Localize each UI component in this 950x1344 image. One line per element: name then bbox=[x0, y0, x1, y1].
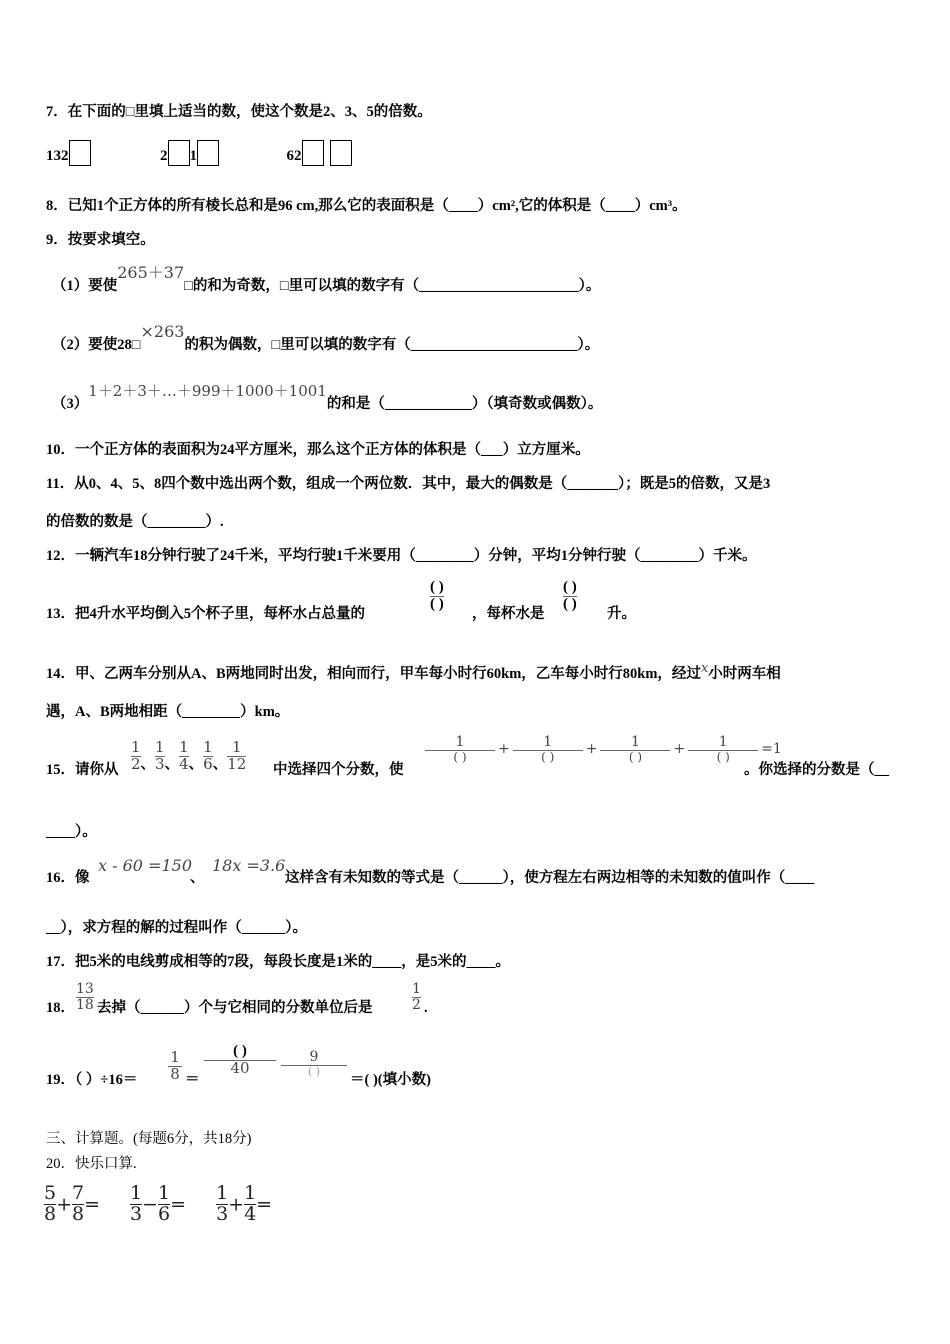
q15-separator: 、 bbox=[140, 756, 156, 773]
answer-box[interactable] bbox=[197, 140, 219, 166]
q15-fraction: $\frac{1}{12}$ bbox=[227, 738, 247, 773]
q12-text: 12．一辆汽车18分钟行驶了24千米，平均行驶1千米要用（________）分钟，平均1分钟行驶（________）千米。 bbox=[46, 548, 757, 564]
q9-p1-expr: 265＋37 bbox=[117, 263, 185, 282]
q20-title bbox=[46, 1154, 137, 1174]
q16-rest: 这样含有未知数的等式是（______），使方程左右两边相等的未知数的值叫作（____ bbox=[285, 870, 815, 886]
q18-fraction-13-18 bbox=[76, 982, 94, 1012]
q15-equals-one: =1 bbox=[761, 741, 782, 758]
q14-line1 bbox=[46, 661, 781, 685]
q18-pre: 18． bbox=[46, 1000, 75, 1016]
q13-mid: ，每杯水是 bbox=[472, 606, 545, 622]
answer-box[interactable] bbox=[168, 140, 190, 166]
q9-part3 bbox=[52, 382, 603, 414]
q15-equation bbox=[425, 735, 785, 763]
q15-line2: ____）。 bbox=[46, 824, 97, 840]
q15-blank-fraction: $\frac{1}{( )}$ bbox=[600, 735, 670, 763]
q14-line2: 遇，A、B两地相距（________）km。 bbox=[46, 704, 290, 720]
q9-p2-rest: 的积为偶数，□里可以填的数字有（_______________________）。 bbox=[184, 337, 600, 353]
q15-blank-fraction: $\frac{1}{( )}$ bbox=[513, 735, 583, 763]
q15-plus: + bbox=[498, 741, 510, 758]
q19-fraction-1-8 bbox=[168, 1050, 182, 1083]
q8-text: 8．已知1个正方体的所有棱长总和是96 cm,那么它的表面积是（____）cm²,它的体积是（____）cm³。 bbox=[46, 198, 687, 214]
q7-number-b-mid: 1 bbox=[189, 148, 197, 164]
q15-plus: + bbox=[673, 741, 686, 758]
q9-p2-expr: ×263 bbox=[140, 322, 185, 341]
q14-var-x: x bbox=[700, 661, 709, 676]
q19-f1-den: 8 bbox=[170, 1064, 180, 1083]
q19-post: ＝( )(填小数) bbox=[350, 1072, 431, 1088]
q9-part2 bbox=[52, 322, 600, 355]
q15-fraction-list bbox=[131, 740, 246, 773]
q19-f1-num: 1 bbox=[170, 1048, 180, 1066]
q9-part1 bbox=[52, 263, 601, 296]
q19-eq: ＝ bbox=[185, 1072, 200, 1088]
q18-f2-den: 2 bbox=[412, 996, 421, 1013]
q19-fraction-blank-40 bbox=[204, 1044, 276, 1077]
q9-p1-label: （1）要使 bbox=[52, 278, 118, 294]
q15-post: 。你选择的分数是（__ bbox=[744, 762, 889, 778]
q7-boxes bbox=[46, 140, 352, 166]
q18-f2-num: 1 bbox=[412, 981, 421, 997]
q7-number-b-pre: 2 bbox=[160, 148, 168, 164]
answer-box[interactable] bbox=[302, 140, 324, 166]
q13-post: 升。 bbox=[607, 606, 636, 622]
q9-p2-label: （2）要使28□ bbox=[52, 337, 141, 353]
q9-p3-rest: 的和是（____________）（填奇数或偶数）。 bbox=[326, 396, 603, 412]
q15-fraction: $\frac{1}{6}$ bbox=[203, 738, 213, 773]
q9-p1-rest: □的和为奇数，□里可以填的数字有（______________________）。 bbox=[184, 278, 601, 294]
q15-fraction: $\frac{1}{2}$ bbox=[131, 738, 141, 773]
q18-mid: 去掉（______）个与它相同的分数单位后是 bbox=[97, 1000, 373, 1016]
q13-f1-den: ( ) bbox=[430, 595, 444, 612]
answer-box[interactable] bbox=[69, 140, 91, 166]
q11-line2: 的倍数的数是（________）. bbox=[46, 514, 224, 530]
q15-blank-fraction: $\frac{1}{( )}$ bbox=[425, 735, 495, 763]
q9-title: 9．按要求填空。 bbox=[46, 232, 155, 248]
q16-pre: 16．像 bbox=[46, 870, 90, 886]
q17-text: 17．把5米的电线剪成相等的7段，每段长度是1米的____，是5米的____。 bbox=[46, 954, 510, 970]
q14-line1a: 14．甲、乙两车分别从A、B两地同时出发，相向而行，甲车每小时行60km，乙车每小时行80km，经过 bbox=[46, 666, 701, 682]
q16-expr2: 18x =3.6 bbox=[212, 856, 286, 875]
q9-p3-expr: 1＋2＋3＋…＋999＋1000＋1001 bbox=[88, 382, 327, 400]
q14-line1b: 小时两车相 bbox=[708, 666, 781, 682]
q20-items bbox=[44, 1184, 272, 1225]
q13-pre: 13．把4升水平均倒入5个杯子里，每杯水占总量的 bbox=[46, 606, 365, 622]
q19-f3-num: 9 bbox=[309, 1049, 319, 1065]
q11-line1: 11．从0、4、5、8四个数中选出两个数，组成一个两位数．其中，最大的偶数是（_______）；既是5的倍数，又是3 bbox=[46, 476, 771, 492]
q7-number-c: 62 bbox=[286, 148, 302, 164]
q15-blank-fraction: $\frac{1}{( )}$ bbox=[688, 735, 758, 763]
section3-title: 三、计算题。(每题6分，共18分) bbox=[46, 1131, 252, 1147]
q19-f3-den: ( ) bbox=[307, 1064, 321, 1078]
q20-item: $\frac{5}{8}$ + $\frac{7}{8}$ = bbox=[44, 1182, 101, 1225]
q20-title-text: 20．快乐口算. bbox=[46, 1156, 137, 1172]
q13-f2-den: ( ) bbox=[563, 595, 577, 612]
q16-line2: __），求方程的解的过程叫作（______）。 bbox=[46, 920, 307, 936]
answer-box[interactable] bbox=[330, 140, 352, 166]
q15-separator: 、 bbox=[212, 756, 228, 773]
q13-fraction-1 bbox=[430, 580, 444, 613]
q15-separator: 、 bbox=[164, 756, 180, 773]
q15-separator: 、 bbox=[188, 756, 204, 773]
q10-text: 10．一个正方体的表面积为24平方厘米，那么这个正方体的体积是（___）立方厘米。 bbox=[46, 442, 590, 458]
q16-expr1: x - 60 =150 bbox=[98, 856, 192, 875]
q13-f2-num: ( ) bbox=[563, 579, 577, 595]
q18-fraction-1-2 bbox=[412, 982, 421, 1012]
q19-pre: 19．（ ）÷16＝ bbox=[46, 1072, 138, 1088]
q13-line bbox=[46, 604, 365, 624]
q13-fraction-2 bbox=[563, 580, 577, 613]
q18-f1-num: 13 bbox=[76, 981, 94, 997]
q19-f2-num: ( ) bbox=[233, 1043, 247, 1059]
q20-item: $\frac{1}{3}$ − $\frac{1}{6}$ = bbox=[130, 1182, 187, 1225]
q15-fraction: $\frac{1}{4}$ bbox=[179, 738, 189, 773]
q7-text: 7．在下面的□里填上适当的数，使这个数是2、3、5的倍数。 bbox=[46, 104, 432, 120]
q9-p3-label: （3） bbox=[52, 396, 89, 412]
q18-f1-den: 18 bbox=[76, 996, 94, 1013]
q19-f2-den: 40 bbox=[230, 1058, 250, 1077]
q15-mid: 中选择四个分数，使 bbox=[273, 762, 404, 778]
q19-fraction-9-blank bbox=[281, 1050, 347, 1077]
q7-number-a: 132 bbox=[46, 148, 69, 164]
q16-sep: 、 bbox=[190, 870, 205, 886]
q20-item: $\frac{1}{3}$ + $\frac{1}{4}$ = bbox=[216, 1182, 273, 1225]
q13-f1-num: ( ) bbox=[430, 579, 444, 595]
q15-fraction: $\frac{1}{3}$ bbox=[155, 738, 165, 773]
q15-pre: 15．请你从 bbox=[46, 762, 119, 778]
q18-post: . bbox=[424, 1000, 428, 1016]
q15-plus: + bbox=[585, 741, 598, 758]
